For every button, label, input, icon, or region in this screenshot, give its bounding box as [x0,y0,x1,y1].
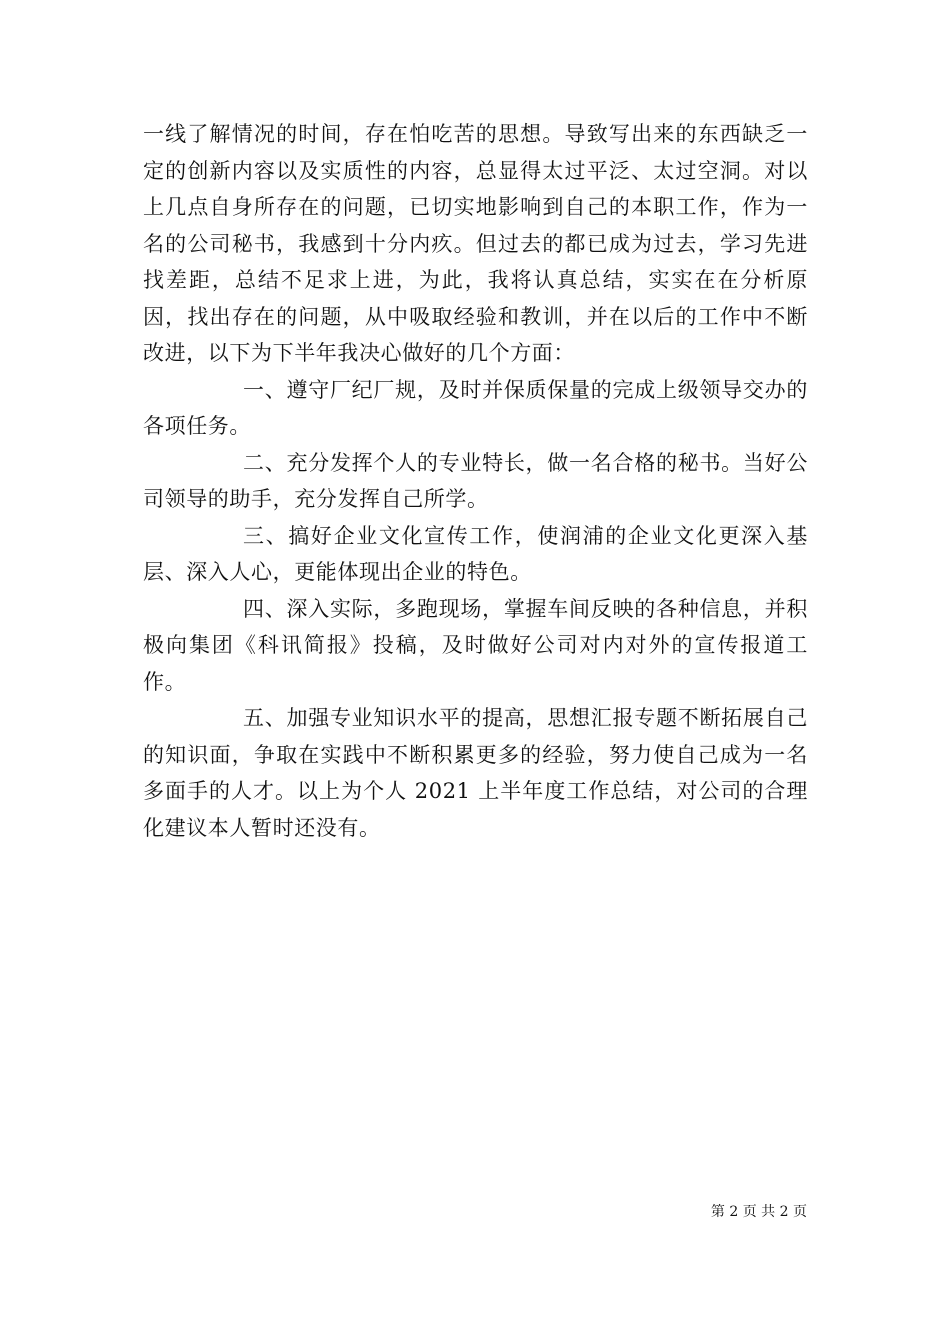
paragraph-item-5: 五、加强专业知识水平的提高，思想汇报专题不断拓展自己的知识面，争取在实践中不断积累更多的经验，努力使自己成为一名多面手的人才。以上为个人 2021 上半年度工作总结，对公司的合理化建议本人暂时还没有。 [143,706,808,840]
paragraph-continuation: 一线了解情况的时间，存在怕吃苦的思想。导致写出来的东西缺乏一定的创新内容以及实质性的内容，总显得太过平泛、太过空洞。对以上几点自身所存在的问题，已切实地影响到自己的本职工作，作为一名的公司秘书，我感到十分内疚。但过去的都已成为过去，学习先进找差距，总结不足求上进，为此，我将认真总结，实实在在分析原因，找出存在的问题，从中吸取经验和教训，并在以后的工作中不断改进，以下为下半年我决心做好的几个方面： [143,122,808,365]
paragraph-item-2: 二、充分发挥个人的专业特长，做一名合格的秘书。当好公司领导的助手，充分发挥自己所学。 [143,450,808,511]
paragraph-item-1: 一、遵守厂纪厂规，及时并保质保量的完成上级领导交办的各项任务。 [143,377,808,438]
paragraph-item-3: 三、搞好企业文化宣传工作，使润浦的企业文化更深入基层、深入人心，更能体现出企业的特色。 [143,523,808,584]
document-body [143,116,808,846]
paragraph-item-4: 四、深入实际，多跑现场，掌握车间反映的各种信息，并积极向集团《科讯简报》投稿，及时做好公司对内对外的宣传报道工作。 [143,596,808,694]
page-number-footer: 第 2 页 共 2 页 [710,1204,807,1220]
